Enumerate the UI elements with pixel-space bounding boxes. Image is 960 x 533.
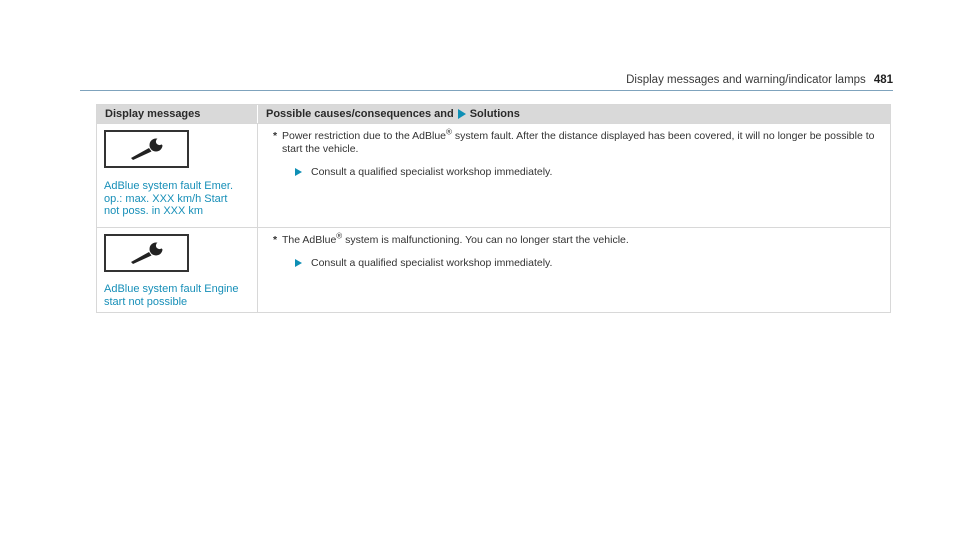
cause-text-part: The AdBlue bbox=[282, 234, 337, 246]
display-message-line: op.: max. XXX km/h Start bbox=[104, 192, 228, 205]
display-message-text bbox=[104, 180, 257, 218]
column-header-solutions: Solutions bbox=[469, 108, 520, 120]
cause-bullet: * bbox=[273, 234, 278, 246]
display-messages-table bbox=[96, 104, 891, 313]
table-row bbox=[97, 227, 890, 312]
display-message-line: AdBlue system fault Emer. bbox=[104, 180, 233, 192]
display-message-line: not poss. in XXX km bbox=[104, 205, 204, 217]
registered-mark: ® bbox=[446, 127, 452, 137]
running-head-title: Display messages and warning/indicator lamps bbox=[626, 74, 866, 86]
registered-mark: ® bbox=[336, 231, 343, 241]
column-header-display-messages: Display messages bbox=[105, 108, 201, 120]
solution-arrow-icon bbox=[458, 109, 466, 119]
display-message-cell bbox=[97, 228, 257, 312]
header-rule bbox=[80, 90, 893, 91]
display-message-text bbox=[104, 283, 257, 308]
cause-text bbox=[282, 231, 629, 247]
cause-text-part: system fault. After the distance displayed has been covered, it will no longer be possible to start the vehicle. bbox=[282, 130, 875, 155]
cause-text-part: Power restriction due to the AdBlue bbox=[282, 130, 447, 142]
wrench-icon bbox=[104, 234, 189, 272]
causes-solutions-cell bbox=[257, 124, 890, 227]
solution-step bbox=[273, 257, 878, 270]
cause-bullet: * bbox=[273, 130, 278, 142]
column-header-causes-solutions bbox=[257, 105, 890, 123]
display-message-line: start not possible bbox=[104, 295, 188, 308]
cause-item bbox=[273, 127, 878, 156]
cause-text-part: system is malfunctioning. You can no longer start the vehicle. bbox=[342, 234, 629, 246]
solution-text: Consult a qualified specialist workshop immediately. bbox=[311, 166, 553, 178]
running-head bbox=[560, 74, 893, 86]
cause-item bbox=[273, 231, 878, 247]
table-header bbox=[97, 105, 890, 123]
cause-text bbox=[282, 127, 878, 156]
column-header-causes: Possible causes/consequences and bbox=[266, 108, 454, 120]
causes-solutions-cell bbox=[257, 228, 890, 312]
display-message-cell bbox=[97, 124, 257, 227]
table-row bbox=[97, 123, 890, 227]
display-message-line: AdBlue system fault Engine bbox=[104, 283, 239, 295]
wrench-icon bbox=[104, 130, 189, 168]
step-arrow-icon bbox=[295, 168, 302, 176]
solution-text: Consult a qualified specialist workshop immediately. bbox=[311, 257, 553, 269]
page-number: 481 bbox=[873, 74, 893, 86]
solution-step bbox=[273, 166, 878, 179]
step-arrow-icon bbox=[295, 259, 302, 267]
